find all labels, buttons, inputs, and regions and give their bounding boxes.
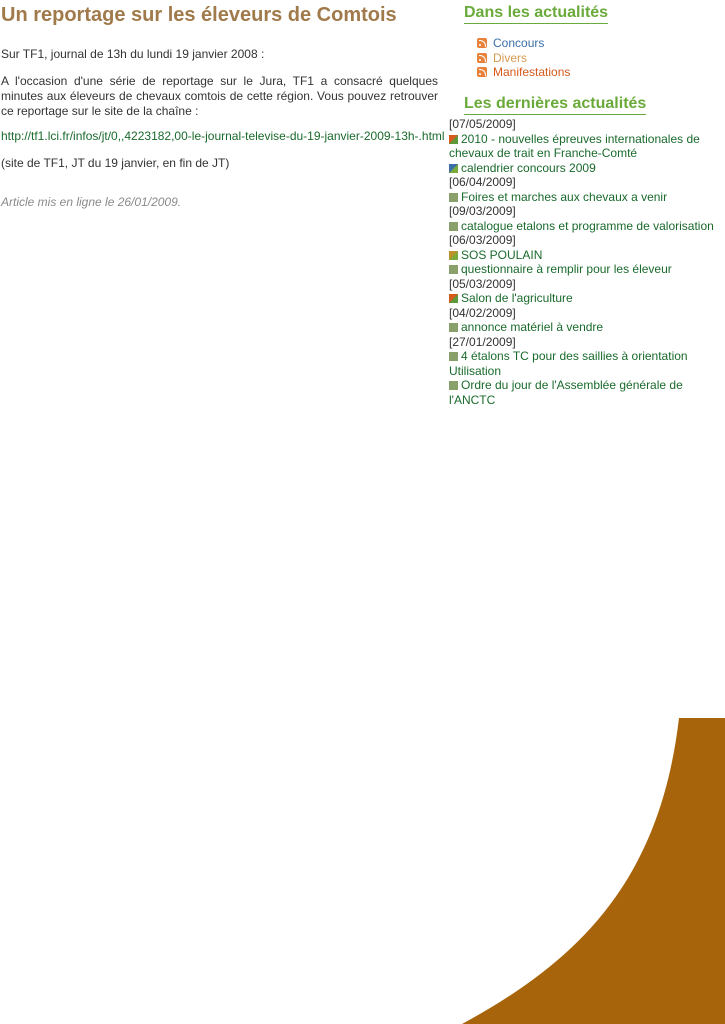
news-item-label[interactable]: catalogue etalons et programme de valorisation bbox=[461, 218, 714, 233]
news-item-label[interactable]: Salon de l'agriculture bbox=[461, 291, 573, 305]
news-bullet-icon bbox=[449, 251, 458, 260]
news-date: [05/03/2009] bbox=[449, 276, 516, 291]
category-label[interactable]: Manifestations bbox=[493, 65, 571, 79]
category-label[interactable]: Concours bbox=[493, 36, 545, 50]
news-item-label[interactable]: annonce matériel à vendre bbox=[461, 320, 604, 334]
news-item[interactable] bbox=[449, 132, 717, 161]
news-item-label[interactable]: questionnaire à remplir pour les éleveur bbox=[461, 262, 672, 276]
news-bullet-icon bbox=[449, 135, 458, 144]
article bbox=[1, 3, 445, 209]
news-bullet-icon bbox=[449, 323, 458, 332]
news-date: [09/03/2009] bbox=[449, 204, 516, 218]
category-item-concours[interactable] bbox=[477, 36, 570, 51]
news-bullet-icon bbox=[449, 265, 458, 274]
article-title: Un reportage sur les éleveurs de Comtois bbox=[1, 4, 397, 26]
news-item[interactable] bbox=[449, 320, 717, 335]
latest-news-list bbox=[449, 117, 717, 407]
news-item-label[interactable]: SOS POULAIN bbox=[461, 247, 543, 262]
news-bullet-icon bbox=[449, 294, 458, 303]
rss-icon bbox=[477, 67, 487, 77]
swoosh-shape bbox=[462, 718, 725, 1024]
article-site-note: (site de TF1, JT du 19 janvier, en fin de JT) bbox=[1, 156, 230, 170]
news-date: [04/02/2009] bbox=[449, 305, 516, 320]
news-item-label[interactable]: calendrier concours 2009 bbox=[461, 160, 596, 175]
latest-news-heading: Les dernières actualités bbox=[464, 94, 646, 115]
news-bullet-icon bbox=[449, 164, 458, 173]
article-intro: Sur TF1, journal de 13h du lundi 19 janvier 2008 : bbox=[1, 47, 265, 61]
rss-icon bbox=[477, 53, 487, 63]
categories-list bbox=[477, 36, 570, 80]
news-item-label[interactable]: Foires et marches aux chevaux a venir bbox=[461, 189, 668, 204]
news-date: [06/04/2009] bbox=[449, 175, 516, 189]
category-item-manifestations[interactable] bbox=[477, 65, 570, 80]
news-item[interactable] bbox=[449, 378, 717, 407]
news-item[interactable] bbox=[449, 262, 717, 277]
news-bullet-icon bbox=[449, 381, 458, 390]
category-label[interactable]: Divers bbox=[493, 50, 528, 65]
news-date: [06/03/2009] bbox=[449, 233, 516, 247]
news-item[interactable] bbox=[449, 219, 717, 234]
category-item-divers[interactable] bbox=[477, 51, 570, 66]
categories-heading: Dans les actualités bbox=[464, 3, 608, 24]
article-published-date: Article mis en ligne le 26/01/2009. bbox=[1, 195, 182, 209]
news-item[interactable] bbox=[449, 190, 717, 205]
news-bullet-icon bbox=[449, 352, 458, 361]
news-item-label[interactable]: 4 étalons TC pour des saillies à orientation Utilisation bbox=[449, 349, 688, 378]
article-body: A l'occasion d'une série de reportage sur le Jura, TF1 a consacré quelques minutes aux éleveurs de chevaux comtois de cette région. Vous pouvez retrouver ce reportage sur le site de la chaîne : bbox=[1, 74, 438, 118]
news-item-label[interactable]: 2010 - nouvelles épreuves internationales de chevaux de trait en Franche-Comté bbox=[449, 131, 700, 160]
tf1-video-link[interactable]: http://tf1.lci.fr/infos/jt/0,,4223182,00-le-journal-televise-du-19-janvier-2009-13h-.html bbox=[1, 129, 445, 143]
news-item[interactable] bbox=[449, 161, 717, 176]
news-item-label[interactable]: Ordre du jour de l'Assemblée générale de l'ANCTC bbox=[449, 378, 683, 407]
news-bullet-icon bbox=[449, 193, 458, 202]
news-item[interactable] bbox=[449, 349, 717, 378]
article-link-paragraph bbox=[1, 129, 446, 144]
news-item[interactable] bbox=[449, 291, 717, 306]
news-item[interactable] bbox=[449, 248, 717, 263]
news-bullet-icon bbox=[449, 222, 458, 231]
news-date: [07/05/2009] bbox=[449, 117, 516, 131]
news-date: [27/01/2009] bbox=[449, 334, 516, 349]
rss-icon bbox=[477, 38, 487, 48]
